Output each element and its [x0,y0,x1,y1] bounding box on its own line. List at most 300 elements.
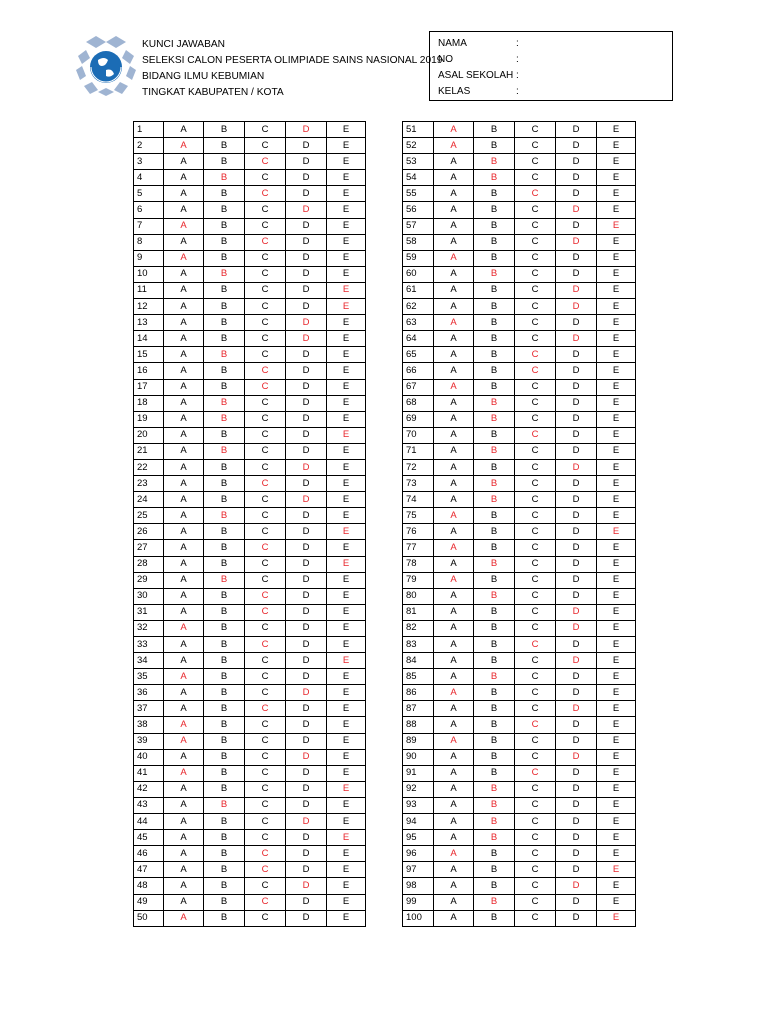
answer-row [403,443,636,459]
answer-row [134,588,366,604]
option-c: C [245,894,286,910]
option-b: B [204,572,245,588]
option-d: D [556,443,597,459]
option-a: A [434,620,474,636]
question-number: 84 [403,653,434,669]
option-d: D [556,556,597,572]
question-number: 56 [403,202,434,218]
option-c: C [515,620,556,636]
option-a: A [434,749,474,765]
answer-row [134,894,366,910]
question-number: 90 [403,749,434,765]
option-c: C [515,524,556,540]
option-b: B [474,266,515,282]
option-e: E [597,797,636,813]
answer-row [134,910,366,926]
option-d: D [286,878,327,894]
answer-row [134,814,366,830]
option-d: D [556,411,597,427]
option-d: D [556,653,597,669]
question-number: 62 [403,299,434,315]
option-b: B [204,266,245,282]
answer-row [134,781,366,797]
option-b: B [204,878,245,894]
option-a: A [434,154,474,170]
option-a: A [164,781,204,797]
question-number: 81 [403,604,434,620]
option-d: D [556,154,597,170]
answer-row [134,411,366,427]
option-a: A [164,492,204,508]
option-c: C [245,830,286,846]
option-c: C [245,154,286,170]
option-b: B [204,846,245,862]
option-e: E [327,765,366,781]
option-d: D [286,459,327,475]
answer-row [403,492,636,508]
question-number: 41 [134,765,164,781]
olimpiade-logo [76,36,136,96]
option-b: B [204,653,245,669]
question-number: 99 [403,894,434,910]
option-a: A [434,299,474,315]
option-b: B [204,830,245,846]
option-a: A [164,685,204,701]
option-b: B [204,122,245,138]
answer-row [403,556,636,572]
option-b: B [474,637,515,653]
answer-row [134,363,366,379]
answer-row [134,797,366,813]
option-d: D [556,749,597,765]
option-c: C [515,443,556,459]
question-number: 7 [134,218,164,234]
question-number: 36 [134,685,164,701]
option-c: C [245,266,286,282]
info-label: NAMA [438,38,467,49]
option-c: C [245,202,286,218]
answer-row [403,186,636,202]
option-b: B [474,234,515,250]
option-b: B [204,492,245,508]
option-b: B [474,122,515,138]
option-b: B [474,862,515,878]
option-d: D [286,395,327,411]
question-number: 24 [134,492,164,508]
option-d: D [286,122,327,138]
answer-row [134,315,366,331]
option-d: D [556,572,597,588]
option-d: D [286,492,327,508]
option-d: D [286,797,327,813]
option-b: B [204,894,245,910]
question-number: 29 [134,572,164,588]
option-c: C [515,170,556,186]
option-d: D [556,894,597,910]
answer-row [403,411,636,427]
option-b: B [474,653,515,669]
option-b: B [474,894,515,910]
option-b: B [204,395,245,411]
question-number: 82 [403,620,434,636]
option-d: D [556,604,597,620]
answer-row [403,781,636,797]
option-a: A [164,556,204,572]
option-a: A [434,443,474,459]
question-number: 88 [403,717,434,733]
question-number: 61 [403,282,434,298]
question-number: 50 [134,910,164,926]
option-c: C [245,878,286,894]
option-c: C [515,299,556,315]
question-number: 35 [134,669,164,685]
question-number: 60 [403,266,434,282]
option-b: B [474,299,515,315]
option-d: D [286,282,327,298]
option-d: D [286,427,327,443]
answer-row [134,733,366,749]
option-a: A [434,556,474,572]
option-b: B [474,524,515,540]
option-e: E [597,411,636,427]
option-c: C [245,395,286,411]
answer-row [134,830,366,846]
option-c: C [515,556,556,572]
option-d: D [286,154,327,170]
option-e: E [327,653,366,669]
option-c: C [245,604,286,620]
option-e: E [327,202,366,218]
option-e: E [597,122,636,138]
option-d: D [286,186,327,202]
option-c: C [245,443,286,459]
option-e: E [597,604,636,620]
option-b: B [474,395,515,411]
option-c: C [515,572,556,588]
option-b: B [204,186,245,202]
answer-row [403,894,636,910]
option-b: B [204,717,245,733]
option-b: B [474,620,515,636]
option-d: D [286,250,327,266]
option-b: B [204,299,245,315]
question-number: 77 [403,540,434,556]
option-a: A [164,814,204,830]
info-row-asal-sekolah [438,68,672,84]
question-number: 51 [403,122,434,138]
option-a: A [434,814,474,830]
option-e: E [597,588,636,604]
answer-row [403,878,636,894]
question-number: 65 [403,347,434,363]
option-a: A [164,572,204,588]
option-e: E [597,202,636,218]
question-number: 89 [403,733,434,749]
option-c: C [245,459,286,475]
option-c: C [515,122,556,138]
option-b: B [474,186,515,202]
option-a: A [164,910,204,926]
answer-row [134,669,366,685]
option-a: A [164,282,204,298]
option-c: C [515,653,556,669]
option-a: A [164,749,204,765]
option-a: A [164,669,204,685]
option-e: E [327,411,366,427]
option-c: C [515,910,556,926]
option-e: E [597,138,636,154]
option-a: A [164,379,204,395]
option-d: D [286,572,327,588]
option-b: B [474,492,515,508]
option-e: E [327,186,366,202]
question-number: 1 [134,122,164,138]
question-number: 47 [134,862,164,878]
option-b: B [474,765,515,781]
question-number: 37 [134,701,164,717]
option-d: D [556,459,597,475]
answer-row [134,170,366,186]
option-e: E [597,395,636,411]
option-c: C [245,250,286,266]
option-a: A [434,218,474,234]
option-e: E [597,572,636,588]
option-a: A [164,331,204,347]
option-c: C [245,685,286,701]
question-number: 6 [134,202,164,218]
option-c: C [515,476,556,492]
option-e: E [597,347,636,363]
option-a: A [164,830,204,846]
option-a: A [434,846,474,862]
option-d: D [286,363,327,379]
option-d: D [556,814,597,830]
option-b: B [474,604,515,620]
answer-row [403,202,636,218]
answer-row [403,669,636,685]
option-d: D [556,669,597,685]
option-a: A [434,508,474,524]
info-colon: : [516,38,519,49]
option-d: D [286,379,327,395]
option-e: E [597,315,636,331]
option-c: C [515,363,556,379]
option-a: A [164,234,204,250]
option-a: A [164,202,204,218]
option-e: E [327,492,366,508]
answer-row [403,830,636,846]
question-number: 28 [134,556,164,572]
option-c: C [515,411,556,427]
option-b: B [204,427,245,443]
answer-row [134,604,366,620]
question-number: 67 [403,379,434,395]
option-a: A [434,459,474,475]
option-d: D [286,299,327,315]
answer-row [134,234,366,250]
option-b: B [204,411,245,427]
option-e: E [327,250,366,266]
option-b: B [474,459,515,475]
answer-row [403,363,636,379]
option-a: A [434,186,474,202]
option-b: B [474,701,515,717]
answer-row [134,878,366,894]
question-number: 38 [134,717,164,733]
option-b: B [204,765,245,781]
option-e: E [597,459,636,475]
option-a: A [434,733,474,749]
question-number: 75 [403,508,434,524]
option-e: E [327,234,366,250]
option-d: D [556,282,597,298]
option-b: B [474,508,515,524]
option-e: E [327,604,366,620]
question-number: 95 [403,830,434,846]
option-e: E [597,508,636,524]
answer-row [403,797,636,813]
option-c: C [515,347,556,363]
question-number: 97 [403,862,434,878]
option-b: B [474,427,515,443]
option-e: E [597,234,636,250]
info-colon: : [516,70,519,81]
answer-row [403,846,636,862]
info-colon: : [516,86,519,97]
answer-row [403,347,636,363]
option-a: A [434,170,474,186]
answer-row [403,717,636,733]
option-a: A [434,234,474,250]
info-row-kelas [438,84,672,100]
question-number: 31 [134,604,164,620]
option-a: A [164,395,204,411]
option-e: E [597,492,636,508]
question-number: 54 [403,170,434,186]
option-d: D [556,250,597,266]
option-e: E [597,556,636,572]
option-b: B [204,637,245,653]
answer-row [134,765,366,781]
question-number: 39 [134,733,164,749]
answer-row [403,218,636,234]
question-number: 14 [134,331,164,347]
option-b: B [204,862,245,878]
option-d: D [556,685,597,701]
option-d: D [556,910,597,926]
question-number: 43 [134,797,164,813]
option-c: C [245,170,286,186]
option-e: E [597,186,636,202]
answer-row [134,379,366,395]
option-a: A [434,894,474,910]
option-a: A [164,878,204,894]
option-a: A [164,315,204,331]
option-e: E [327,138,366,154]
option-e: E [597,781,636,797]
option-e: E [597,653,636,669]
option-d: D [556,363,597,379]
info-row-no [438,52,672,68]
option-b: B [204,556,245,572]
option-b: B [204,781,245,797]
option-d: D [286,411,327,427]
option-c: C [515,781,556,797]
option-e: E [597,685,636,701]
option-d: D [286,781,327,797]
option-e: E [597,637,636,653]
option-b: B [204,620,245,636]
option-d: D [286,733,327,749]
option-c: C [515,186,556,202]
option-b: B [474,669,515,685]
option-a: A [434,427,474,443]
option-b: B [204,476,245,492]
option-c: C [245,797,286,813]
option-d: D [556,122,597,138]
question-number: 42 [134,781,164,797]
header-line-4: TINGKAT KABUPATEN / KOTA [142,87,284,98]
option-b: B [204,669,245,685]
option-c: C [515,427,556,443]
answer-row [134,492,366,508]
option-d: D [556,637,597,653]
option-a: A [434,765,474,781]
option-a: A [164,443,204,459]
answer-row [403,588,636,604]
header-line-2: SELEKSI CALON PESERTA OLIMPIADE SAINS NASIONAL 2019 [142,55,443,66]
question-number: 32 [134,620,164,636]
question-number: 33 [134,637,164,653]
question-number: 10 [134,266,164,282]
option-e: E [327,830,366,846]
option-d: D [286,862,327,878]
option-c: C [245,347,286,363]
option-a: A [164,299,204,315]
answer-row [403,637,636,653]
option-b: B [474,685,515,701]
question-number: 72 [403,459,434,475]
option-d: D [556,492,597,508]
option-b: B [204,170,245,186]
question-number: 55 [403,186,434,202]
answer-row [403,379,636,395]
option-c: C [245,572,286,588]
question-number: 23 [134,476,164,492]
question-number: 34 [134,653,164,669]
option-e: E [327,701,366,717]
option-a: A [164,620,204,636]
option-e: E [597,701,636,717]
question-number: 86 [403,685,434,701]
answer-row [134,540,366,556]
question-number: 5 [134,186,164,202]
option-c: C [515,266,556,282]
answer-row [134,331,366,347]
answer-row [403,122,636,138]
option-b: B [474,878,515,894]
answer-row [403,299,636,315]
option-e: E [327,154,366,170]
option-e: E [597,846,636,862]
option-e: E [327,588,366,604]
option-e: E [327,797,366,813]
option-c: C [245,282,286,298]
question-number: 73 [403,476,434,492]
option-a: A [164,411,204,427]
option-c: C [515,282,556,298]
question-number: 2 [134,138,164,154]
